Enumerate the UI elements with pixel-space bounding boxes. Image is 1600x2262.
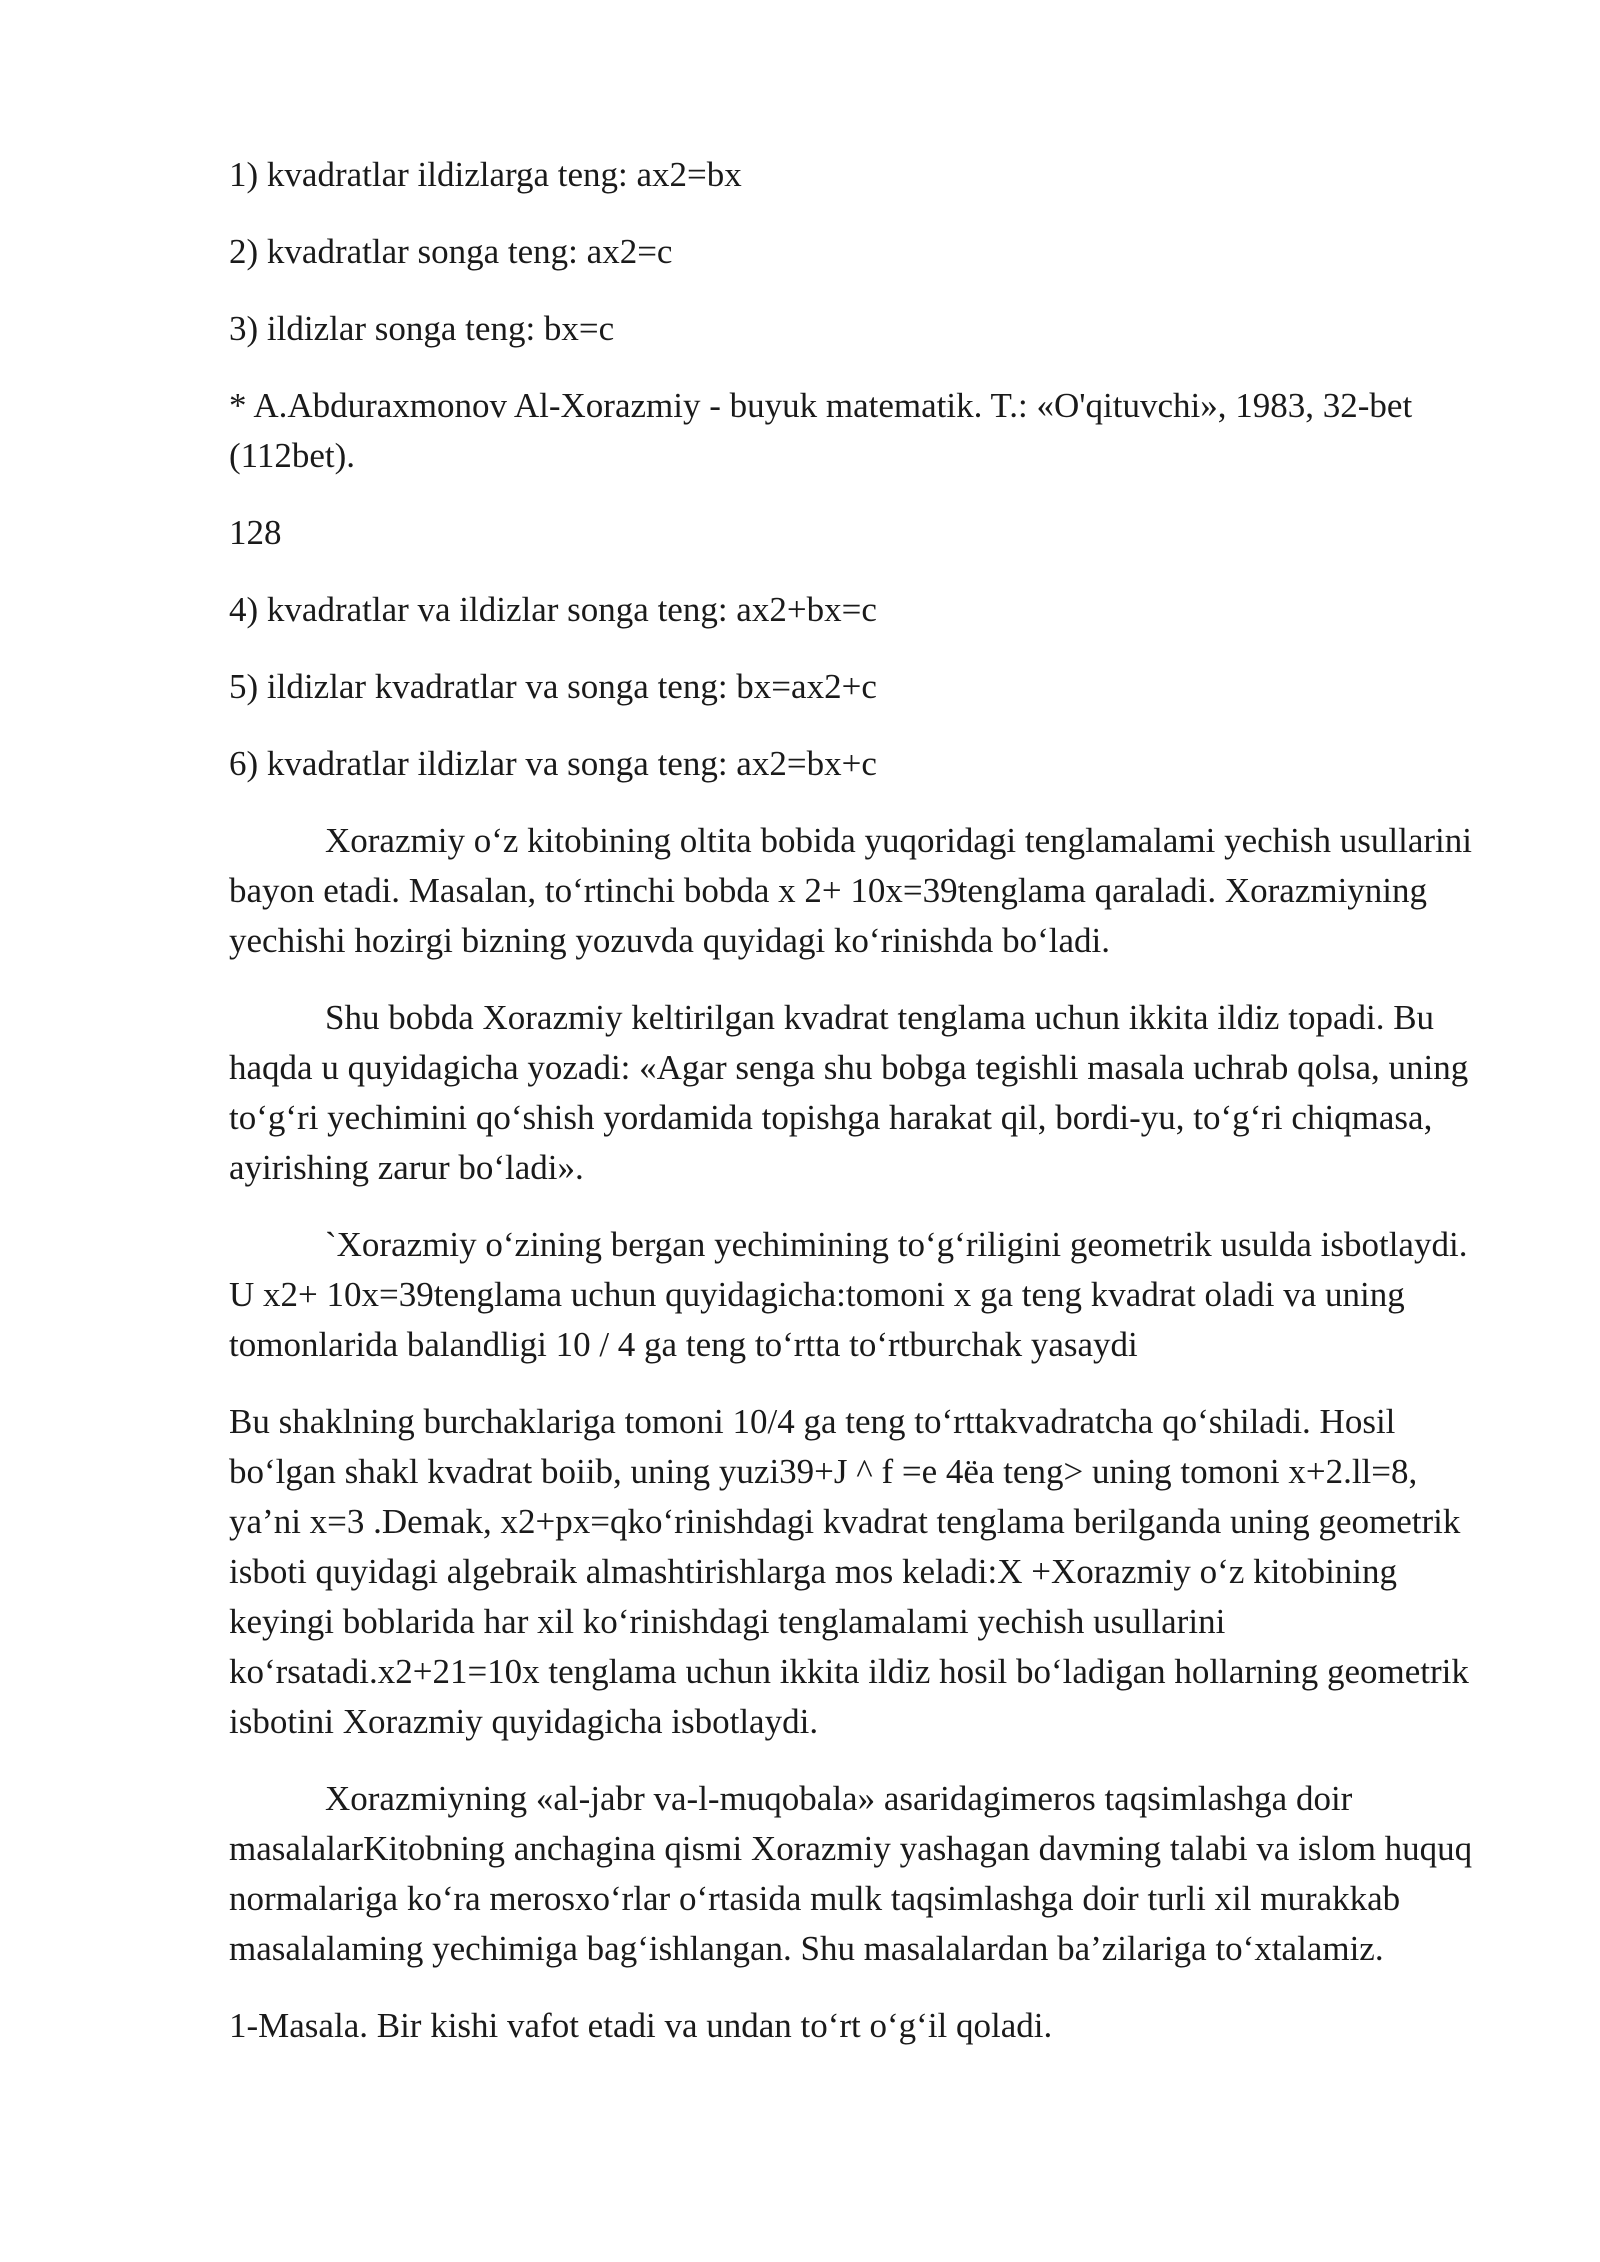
body-paragraph: Shu bobda Xorazmiy keltirilgan kvadrat tenglama uchun ikkita ildiz topadi. Bu haqda u quyidagicha yozadi: «Agar senga shu bobga tegishli masala uchrab qolsa, uning to‘g‘ri yechimini qo‘shish yordamida topishga harakat qil, bordi-yu, to‘g‘ri chiqmasa, ayirishing zarur bo‘ladi». bbox=[229, 998, 1469, 1187]
list-item-equation-4: 4) kvadratlar va ildizlar songa teng: ax2+bx=c bbox=[229, 590, 877, 629]
body-paragraph: Xorazmiy o‘z kitobining oltita bobida yuqoridagi tenglamalami yechish usullarini bayon etadi. Masalan, to‘rtinchi bobda x 2+ 10x=39tenglama qaraladi. Xorazmiyning yechishi hozirgi bizning yozuvda quyidagi ko‘rinishda bo‘ladi. bbox=[229, 821, 1472, 960]
problem-statement: 1-Masala. Bir kishi vafot etadi va undan to‘rt o‘g‘il qoladi. bbox=[229, 2006, 1053, 2045]
list-item-equation-1: 1) kvadratlar ildizlarga teng: ax2=bx bbox=[229, 155, 742, 194]
list-item-equation-2: 2) kvadratlar songa teng: ax2=c bbox=[229, 232, 673, 271]
document-body bbox=[229, 150, 1489, 2078]
body-paragraph: Bu shaklning burchaklariga tomoni 10/4 ga teng to‘rttakvadratcha qo‘shiladi. Hosil bo‘lgan shakl kvadrat boiib, uning yuzi39+J ^ f =e 4ëa teng> uning tomoni x+2.ll=8, ya’ni x=3 .Demak, x2+px=qko‘rinishdagi kvadrat tenglama berilganda uning geometrik isboti quyidagi algebraik almashtirishlarga mos keladi:X +Xorazmiy o‘z kitobining keyingi boblarida har xil ko‘rinishdagi tenglamalami yechish usullarini ko‘rsatadi.x2+21=10x tenglama uchun ikkita ildiz hosil bo‘ladigan hollarning geometrik isbotini Xorazmiy quyidagicha isbotlaydi. bbox=[229, 1402, 1469, 1741]
page-number: 128 bbox=[229, 513, 282, 552]
body-paragraph: `Xorazmiy o‘zining bergan yechimining to‘g‘riligini geometrik usulda isbotlaydi. U x2+ 10x=39tenglama uchun quyidagicha:tomoni x ga teng kvadrat oladi va uning tomonlarida balandligi 10 / 4 ga teng to‘rtta to‘rtburchak yasaydi bbox=[229, 1225, 1468, 1364]
list-item-equation-6: 6) kvadratlar ildizlar va songa teng: ax2=bx+c bbox=[229, 744, 877, 783]
footnote: * A.Abduraxmonov Al-Xorazmiy - buyuk matematik. T.: «O'qituvchi», 1983, 32-bet (112bet). bbox=[229, 386, 1413, 475]
list-item-equation-5: 5) ildizlar kvadratlar va songa teng: bx=ax2+c bbox=[229, 667, 877, 706]
body-paragraph: Xorazmiyning «al-jabr va-l-muqobala» asaridagimeros taqsimlashga doir masalalarKitobning anchagina qismi Xorazmiy yashagan davming talabi va islom huquq normalariga ko‘ra merosxo‘rlar o‘rtasida mulk taqsimlashga doir turli xil murakkab masalalaming yechimiga bag‘ishlangan. Shu masalalardan ba’zilariga to‘xtalamiz. bbox=[229, 1779, 1473, 1968]
list-item-equation-3: 3) ildizlar songa teng: bx=c bbox=[229, 309, 615, 348]
